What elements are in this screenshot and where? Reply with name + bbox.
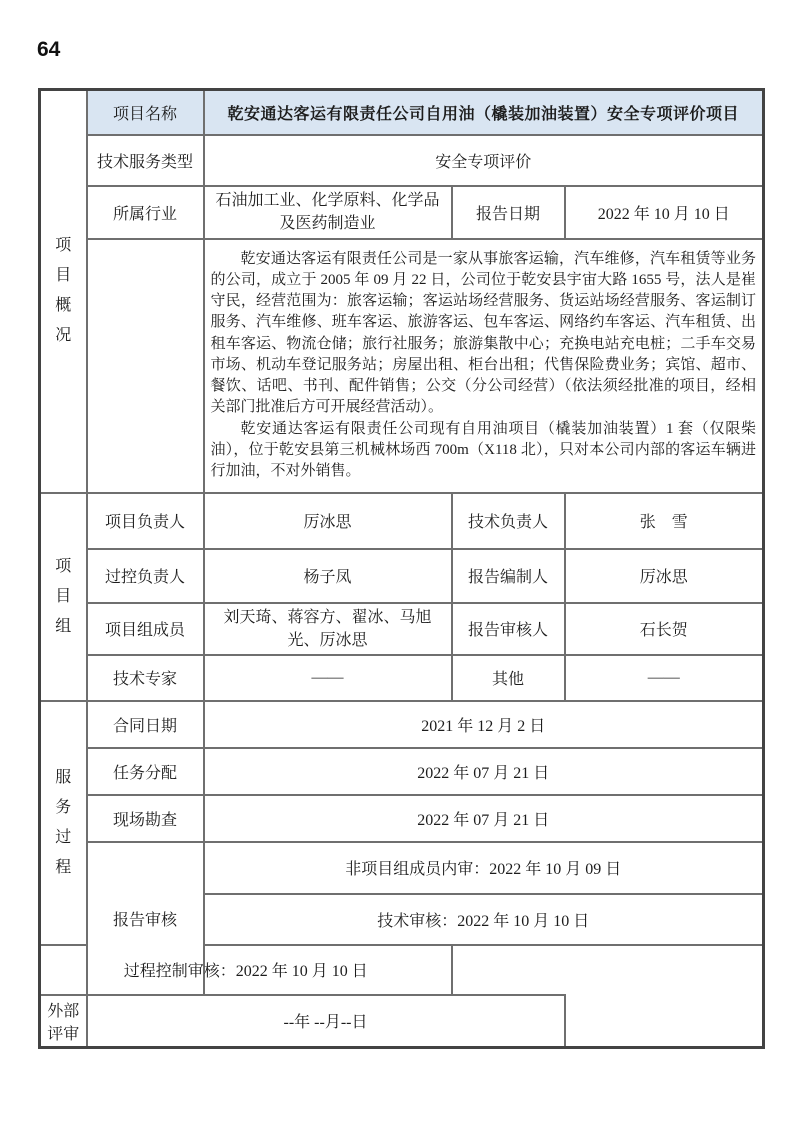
external-review-value: --年 --月--日	[87, 995, 565, 1048]
group-label-process: 服务过程	[55, 768, 72, 876]
task-assignment-value: 2022 年 07 月 21 日	[204, 748, 764, 795]
group-label-team: 项目组	[55, 557, 72, 635]
team-row-label: 项目负责人	[87, 493, 204, 549]
project-name-label: 项目名称	[87, 90, 204, 135]
site-survey-label: 现场勘查	[87, 795, 204, 842]
report-review-item: 技术审核：2022 年 10 月 10 日	[204, 894, 764, 945]
group-label-overview: 项目概况	[55, 237, 72, 345]
service-type-value: 安全专项评价	[204, 135, 764, 186]
team-row-value: 杨子凤	[204, 549, 452, 603]
external-review-label: 外部评审	[40, 995, 87, 1048]
team-row-value: ——	[565, 655, 764, 701]
team-row-value: 石长贺	[565, 603, 764, 655]
site-survey-value: 2022 年 07 月 21 日	[204, 795, 764, 842]
contract-date-label: 合同日期	[87, 701, 204, 748]
group-cell-process	[40, 701, 87, 945]
team-row-label: 技术专家	[87, 655, 204, 701]
team-row-label: 报告编制人	[452, 549, 565, 603]
project-name-value: 乾安通达客运有限责任公司自用油（橇装加油装置）安全专项评价项目	[204, 90, 764, 135]
team-row-label: 其他	[452, 655, 565, 701]
team-row-value: 厉冰思	[565, 549, 764, 603]
group-cell-team	[40, 493, 87, 701]
team-row-value: 张 雪	[565, 493, 764, 549]
service-type-label: 技术服务类型	[87, 135, 204, 186]
team-row-label: 报告审核人	[452, 603, 565, 655]
group-cell-overview	[40, 90, 87, 493]
report-review-item: 过程控制审核：2022 年 10 月 10 日	[40, 945, 452, 995]
report-date-value: 2022 年 10 月 10 日	[565, 186, 764, 239]
contract-date-value: 2021 年 12 月 2 日	[204, 701, 764, 748]
team-row-label: 项目组成员	[87, 603, 204, 655]
team-row-value: 厉冰思	[204, 493, 452, 549]
industry-value: 石油加工业、化学原料、化学品及医药制造业	[204, 186, 452, 239]
company-profile-paragraph-1: 乾安通达客运有限责任公司是一家从事旅客运输，汽车维修，汽车租赁等业务的公司，成立于 2005 年 09 月 22 日，公司位于乾安县宇宙大路 1655 号，法人是崔守民，经营范围为：旅客运输；客运站场经营服务、货运站场经营服务、客运制订服务、汽车维修、班车客运、旅游客运、包车客运、网络约车客运、汽车租赁、出租车客运、物流仓储；旅行社服务；旅游集散中心；充换电站充电桩；二手车交易市场、机动车登记服务站；房屋出租、柜台出租；代售保险费业务；宾馆、超市、餐饮、话吧、书刊、配件销售；公交（分公司经营）（依法须经批准的项目，经相关部门批准后方可开展经营活动）。	[210, 250, 757, 416]
industry-label: 所属行业	[87, 186, 204, 239]
empty-label-cell	[87, 239, 204, 493]
team-row-value: ——	[204, 655, 452, 701]
project-info-table	[38, 88, 765, 1049]
report-date-label: 报告日期	[452, 186, 565, 239]
report-review-label: 报告审核	[87, 842, 204, 995]
company-profile-cell	[204, 239, 764, 493]
company-profile-paragraph-2: 乾安通达客运有限责任公司现有自用油项目（橇装加油装置）1 套（仅限柴油），位于乾安县第三机械林场西 700m（X118 北），只对本公司内部的客运车辆进行加油，不对外销售。	[210, 420, 757, 479]
page-number: 64	[37, 38, 61, 61]
team-row-label: 技术负责人	[452, 493, 565, 549]
team-row-value: 刘天琦、蒋容方、翟冰、马旭光、厉冰思	[204, 603, 452, 655]
team-row-label: 过控负责人	[87, 549, 204, 603]
task-assignment-label: 任务分配	[87, 748, 204, 795]
report-review-item: 非项目组成员内审：2022 年 10 月 09 日	[204, 842, 764, 894]
